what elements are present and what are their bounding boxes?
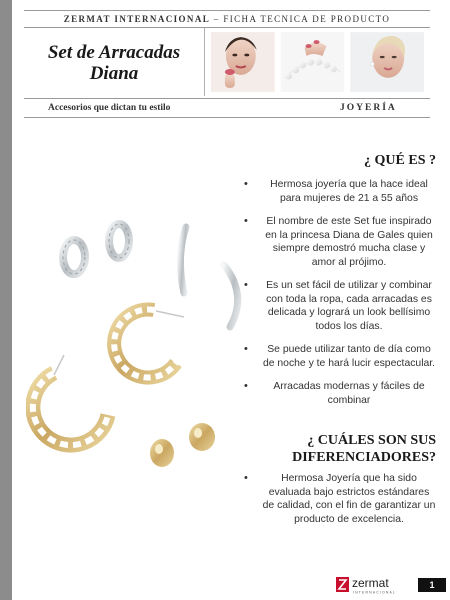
- pearls-photo: [281, 32, 345, 92]
- product-title: [24, 30, 204, 94]
- zermat-logo: [336, 575, 412, 595]
- section-title-diferenciadores: [292, 432, 436, 466]
- list-item: • El nombre de este Set fue inspirado en la princesa Diana de Gales quien siempre demostró mucha clase y amor al prójimo.: [240, 215, 436, 269]
- diferenciadores-title-line2: DIFERENCIADORES?: [292, 450, 436, 465]
- diferenciadores-list: [240, 472, 436, 536]
- silver-huggie-earrings: [63, 224, 129, 274]
- list-item: • Hermosa joyería que la hace ideal para mujeres de 21 a 55 años: [240, 178, 436, 205]
- header-photo-strip: [204, 28, 430, 96]
- list-item: • Arracadas modernas y fáciles de combinar: [240, 380, 436, 407]
- diferenciadores-title-line1: ¿ CUÁLES SON SUS: [307, 433, 436, 448]
- model-photo-1: [211, 32, 275, 92]
- gold-cutout-hoops: [33, 309, 184, 445]
- section-title-que-es: ¿ QUÉ ES ?: [364, 153, 436, 168]
- model-photo-2: [350, 32, 424, 92]
- product-title-line1: Set de Arracadas: [47, 42, 181, 63]
- silver-bar-hoops: [180, 227, 237, 327]
- list-item: • Es un set fácil de utilizar y combinar con toda la ropa, cada arracadas es delicada y logrará un look bellísimo todos los días.: [240, 279, 436, 333]
- tagline: Accesorios que dictan tu estilo: [48, 103, 171, 113]
- list-item: • Hermosa Joyería que ha sido evaluada bajo estrictos estándares de calidad, con el fin de garantizar un producto de excelencia.: [240, 472, 436, 526]
- category-label: JOYERÍA: [340, 103, 397, 113]
- product-title-line2: Diana: [89, 63, 139, 84]
- subheader-bar: [24, 98, 430, 118]
- que-es-list: [240, 178, 436, 417]
- document-type: – FICHA TECNICA DE PRODUCTO: [213, 14, 391, 24]
- left-sidebar-bar: [0, 0, 12, 600]
- document-header: [24, 10, 430, 28]
- page-number: 1: [418, 578, 446, 592]
- gold-studs: [150, 423, 215, 467]
- logo-text: zermat: [352, 576, 389, 590]
- product-photo-earrings: [26, 205, 256, 485]
- logo-subtext: INTERNACIONAL: [353, 590, 397, 595]
- list-item: • Se puede utilizar tanto de día como de noche y te hará lucir espectacular.: [240, 343, 436, 370]
- brand-name: ZERMAT INTERNACIONAL: [63, 14, 211, 24]
